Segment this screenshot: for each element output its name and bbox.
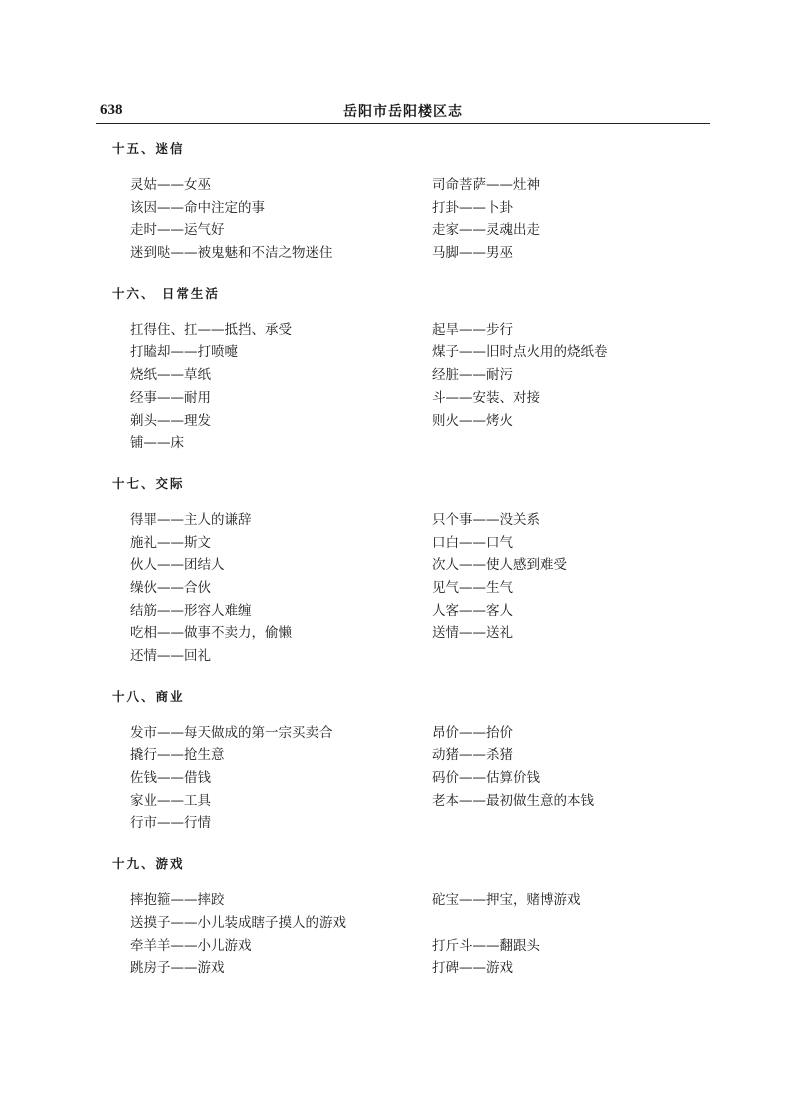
glossary-entry: 口白——口气: [432, 534, 513, 551]
glossary-entry: 烧纸——草纸: [130, 367, 211, 384]
glossary-entry: 见气——生气: [432, 579, 513, 596]
page-number: 638: [100, 102, 123, 118]
glossary-entry: 迷到哒——被鬼魅和不洁之物迷住: [130, 245, 333, 262]
glossary-entry: 发市——每天做成的第一宗买卖合: [130, 724, 333, 741]
glossary-entry: 扛得住、扛——抵挡、承受: [130, 321, 292, 338]
section-heading: 十七、交际: [112, 475, 185, 491]
section-heading: 十九、游戏: [112, 856, 185, 872]
glossary-entry: 撬行——抢生意: [130, 747, 225, 764]
glossary-entry: 走时——运气好: [130, 222, 225, 239]
glossary-entry: 家业——工具: [130, 792, 211, 809]
glossary-entry: 次人——使人感到难受: [432, 557, 567, 574]
entry-list: [130, 722, 712, 835]
glossary-entry: 得罪——主人的谦辞: [130, 511, 252, 528]
glossary-entry: 结筋——形容人难缠: [130, 602, 252, 619]
glossary-entry: 经事——耐用: [130, 389, 211, 406]
entry-list: [130, 889, 712, 980]
section-social: [112, 473, 712, 668]
section-commerce: [112, 686, 712, 835]
glossary-entry: 送情——送礼: [432, 625, 513, 642]
glossary-entry: 人客——客人: [432, 602, 513, 619]
section-heading: 十八、商业: [112, 688, 185, 704]
glossary-entry: 司命菩萨——灶神: [432, 177, 540, 193]
glossary-entry: 打瞌却——打喷嚏: [130, 344, 238, 361]
entry-list: [130, 319, 712, 455]
glossary-entry: 缲伙——合伙: [130, 579, 211, 596]
glossary-entry: 施礼——斯文: [130, 534, 211, 551]
glossary-entry: 马脚——男巫: [432, 245, 513, 262]
glossary-entry: 则火——烤火: [432, 412, 513, 429]
running-title: 岳阳市岳阳楼区志: [343, 104, 463, 120]
glossary-entry: 只个事——没关系: [432, 511, 540, 528]
glossary-entry: 行市——行情: [130, 815, 211, 832]
glossary-entry: 灵姑——女巫: [130, 177, 211, 193]
glossary-entry: 剃头——理发: [130, 412, 211, 429]
glossary-entry: 铺——床: [130, 435, 184, 452]
glossary-entry: 煤子——旧时点火用的烧纸卷: [432, 344, 608, 361]
glossary-entry-empty: [432, 912, 712, 935]
glossary-entry: 还情——回礼: [130, 648, 211, 664]
glossary-entry: 走家——灵魂出走: [432, 222, 540, 239]
glossary-content: [112, 138, 712, 980]
glossary-entry: 起旱——步行: [432, 321, 513, 338]
glossary-entry: 伙人——团结人: [130, 557, 225, 574]
glossary-entry: 佐钱——借钱: [130, 770, 211, 787]
glossary-entry: 打碑——游戏: [432, 960, 513, 977]
section-games: [112, 853, 712, 980]
entry-list: [130, 174, 712, 265]
glossary-entry: 老本——最初做生意的本钱: [432, 792, 594, 809]
section-heading: 十五、迷信: [112, 141, 185, 156]
glossary-entry: 跳房子——游戏: [130, 960, 225, 977]
glossary-entry: 该因——命中注定的事: [130, 199, 265, 216]
glossary-entry: 动猪——杀猪: [432, 747, 513, 764]
glossary-entry: 牵羊羊——小儿游戏: [130, 937, 252, 954]
glossary-entry: 吃相——做事不卖力，偷懒: [130, 625, 292, 642]
glossary-entry: 昂价——抬价: [432, 724, 513, 741]
glossary-entry: 送摸子——小儿装成瞎子摸人的游戏: [130, 914, 346, 931]
section-heading: 十六、 日常生活: [112, 285, 220, 301]
glossary-entry: 砣宝——押宝，赌博游戏: [432, 892, 581, 909]
page-header: [96, 98, 710, 124]
section-daily-life: [112, 283, 712, 455]
glossary-entry: 斗——安装、对接: [432, 389, 540, 406]
section-superstition: [112, 138, 712, 265]
glossary-entry: 经脏——耐污: [432, 367, 513, 384]
glossary-entry: 摔抱箍——摔跤: [130, 892, 225, 909]
glossary-entry: 打斤斗——翻跟头: [432, 937, 540, 954]
header-rule: [96, 123, 710, 124]
glossary-entry: 打卦——卜卦: [432, 199, 513, 216]
entry-list: [130, 509, 712, 668]
glossary-entry: 码价——估算价钱: [432, 770, 540, 787]
